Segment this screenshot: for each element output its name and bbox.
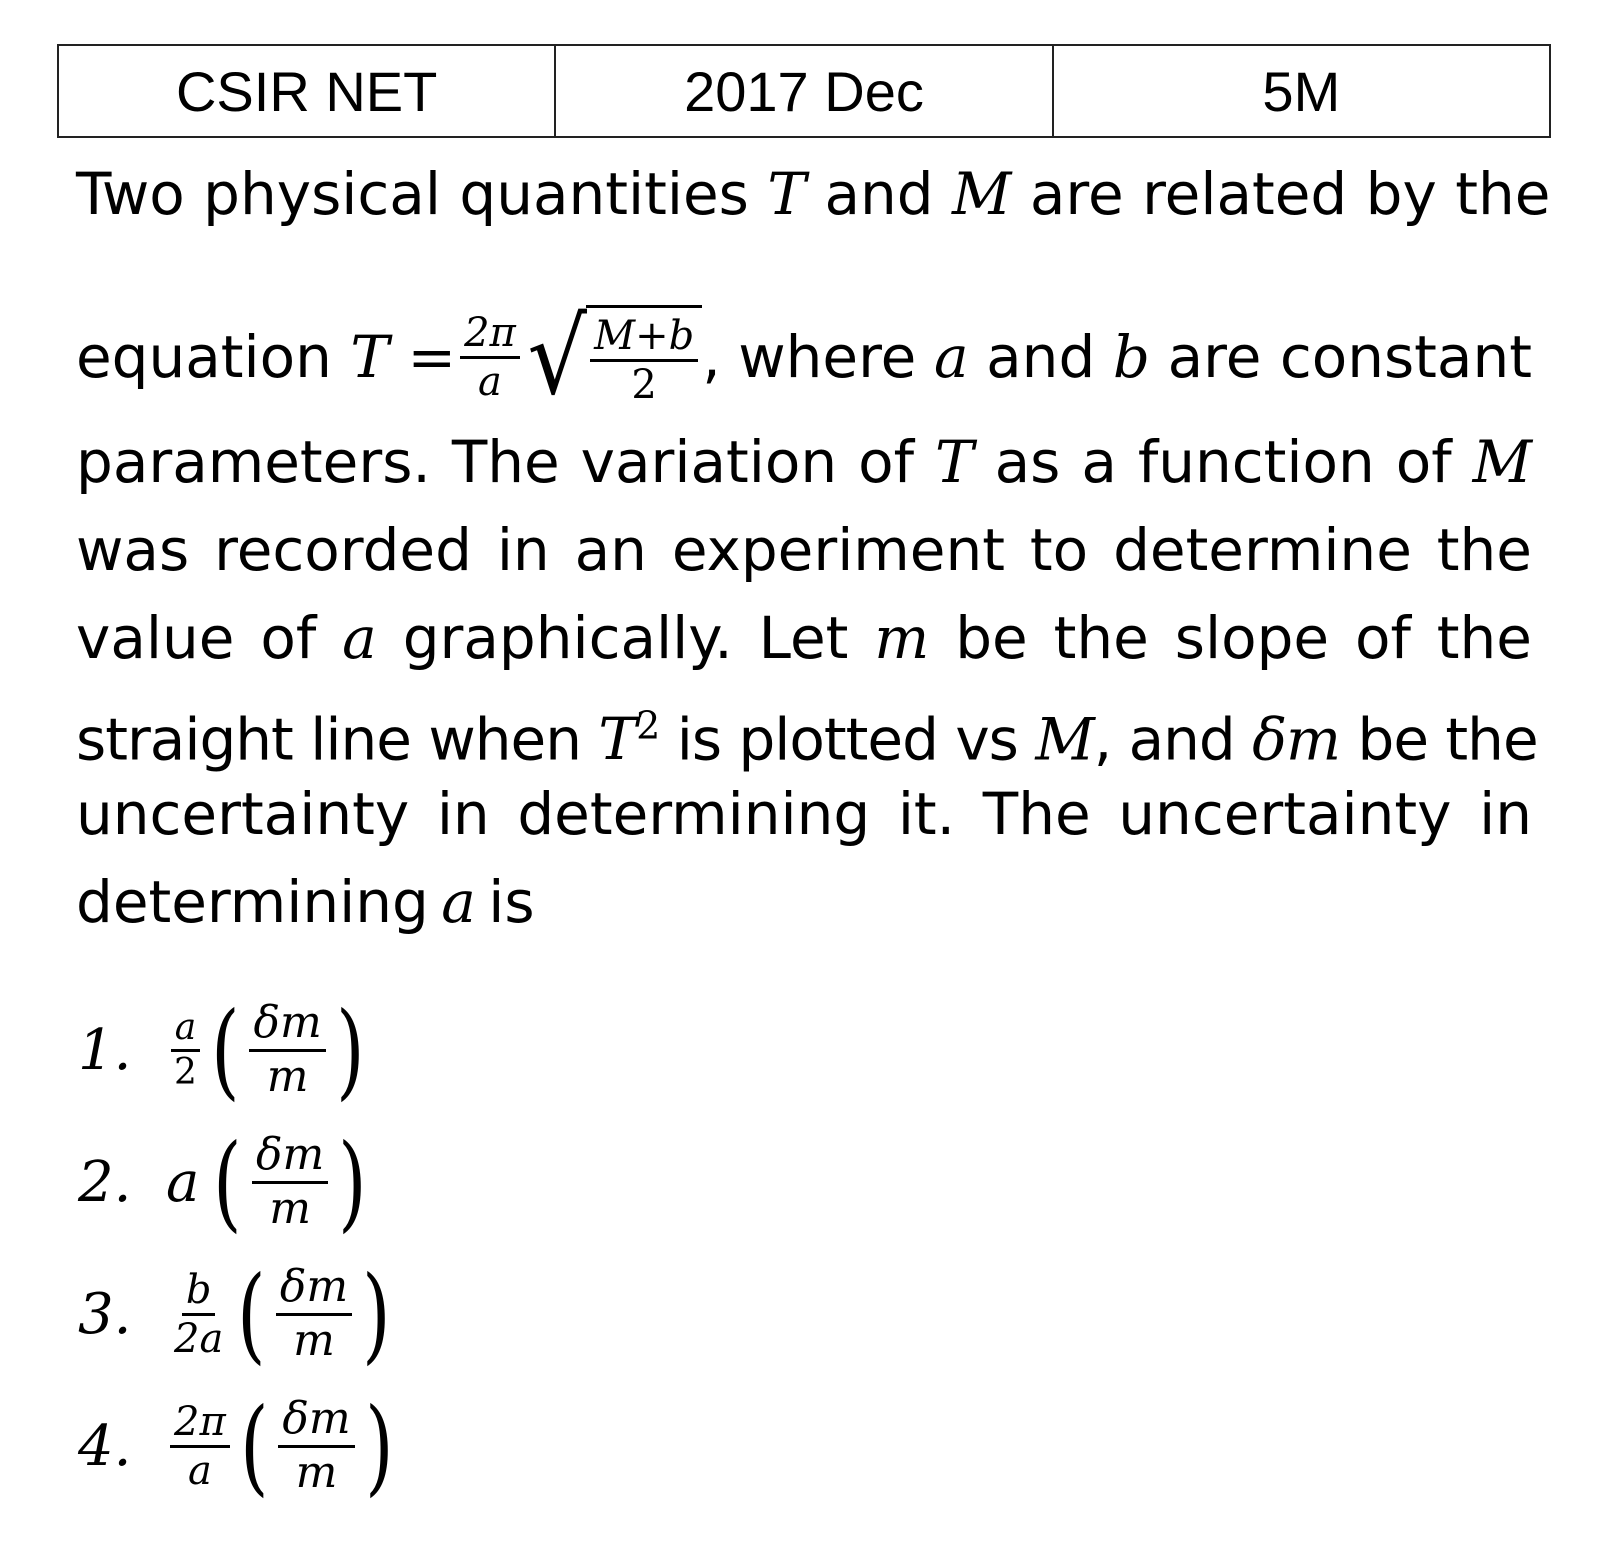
option-coefficient: $\frac{a}{2}$ bbox=[170, 1009, 201, 1092]
option-coefficient: $\frac{2\pi}{a}$ bbox=[170, 1401, 230, 1492]
option-label: 1. bbox=[78, 1017, 132, 1083]
option-coefficient: a bbox=[166, 1149, 200, 1215]
option-4[interactable]: 4. $\frac{2\pi}{a}$ ( $\frac{\delta m}{m}$ ) bbox=[78, 1385, 394, 1507]
exam-session: 2017 Dec bbox=[556, 46, 1053, 136]
exam-name: CSIR NET bbox=[59, 46, 556, 136]
question-header-table bbox=[57, 44, 1551, 138]
option-ratio: $\frac{\delta m}{m}$ bbox=[249, 1000, 325, 1099]
option-label: 4. bbox=[78, 1413, 132, 1479]
option-1[interactable]: 1. $\frac{a}{2}$ ( $\frac{\delta m}{m}$ ) bbox=[78, 989, 365, 1111]
option-3[interactable]: 3. $\frac{b}{2a}$ ( $\frac{\delta m}{m}$ ) bbox=[78, 1253, 391, 1375]
question-marks: 5M bbox=[1262, 59, 1341, 123]
equation-coefficient: $\frac{2\pi}{a}$ bbox=[460, 312, 520, 403]
option-ratio: $\frac{\delta m}{m}$ bbox=[276, 1264, 352, 1363]
option-label: 2. bbox=[78, 1149, 132, 1215]
question-line-7: uncertainty in determining it. The uncertainty in bbox=[76, 780, 1532, 848]
square-root: √ $\frac{M+b}{2}$ bbox=[524, 305, 702, 409]
option-label: 3. bbox=[78, 1281, 132, 1347]
question-line-3: parameters. The variation of T as a function of M bbox=[76, 428, 1533, 496]
question-line-4: was recorded in an experiment to determine the bbox=[76, 516, 1532, 584]
question-line-8: determining a is bbox=[76, 868, 535, 936]
option-ratio: $\frac{\delta m}{m}$ bbox=[278, 1396, 354, 1495]
option-ratio: $\frac{\delta m}{m}$ bbox=[252, 1132, 328, 1231]
question-line-1: Two physical quantities T and M are related by the bbox=[76, 160, 1551, 228]
question-line-5: value of a graphically. Let m be the slope of the bbox=[76, 604, 1532, 672]
radicand-fraction: $\frac{M+b}{2}$ bbox=[590, 315, 698, 406]
question-line-2-equation: equation T = $\frac{2\pi}{a}$ √ $\frac{M+b}{2}$ , where a and b are constant bbox=[76, 296, 1532, 418]
question-line-6: straight line when $T^2$ is plotted vs M, and δm be the bbox=[76, 704, 1538, 774]
option-2[interactable]: 2. a ( $\frac{\delta m}{m}$ ) bbox=[78, 1121, 367, 1243]
option-coefficient: $\frac{b}{2a}$ bbox=[174, 1266, 224, 1362]
